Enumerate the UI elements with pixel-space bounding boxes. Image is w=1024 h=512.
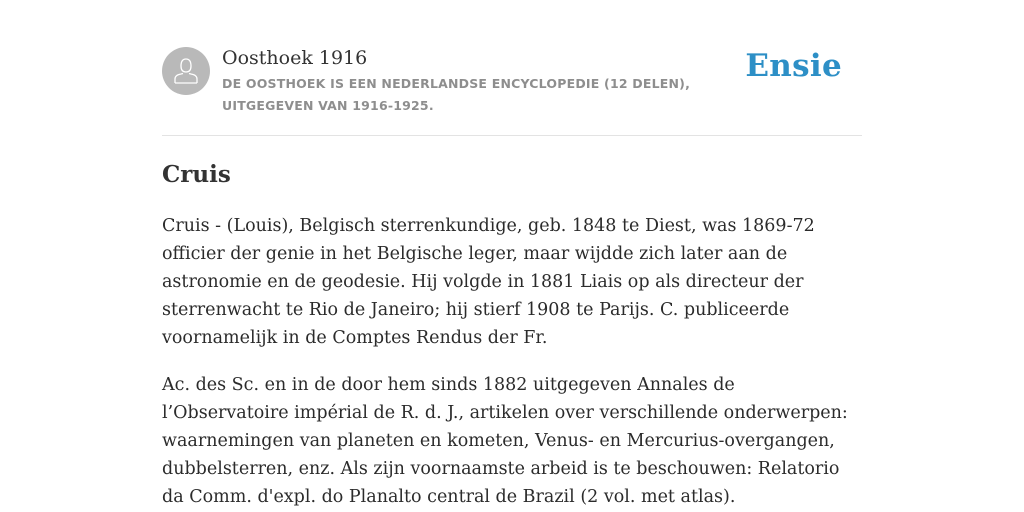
article-body — [162, 212, 862, 512]
article-paragraph: Cruis - (Louis), Belgisch sterrenkundige, geb. 1848 te Diest, was 1869-72 officier der genie in het Belgische leger, maar wijdde zich later aan de astronomie en de geodesie. Hij volgde in 1881 Liais op als directeur der sterrenwacht te Rio de Janeiro; hij stierf 1908 te Parijs. C. publiceerde voornamelijk in de Comptes Rendus der Fr. — [162, 216, 815, 348]
source-header — [162, 46, 862, 136]
source-avatar[interactable] — [162, 47, 210, 95]
source-name[interactable]: Oosthoek 1916 — [222, 47, 368, 69]
article-title: Cruis — [162, 161, 231, 188]
source-description: DE OOSTHOEK IS EEN NEDERLANDSE ENCYCLOPEDIE (12 DELEN), UITGEGEVEN VAN 1916-1925. — [222, 76, 691, 113]
article-paragraph: Ac. des Sc. en in de door hem sinds 1882 uitgegeven Annales de l’Observatoire impérial de R. d. J., artikelen over verschillende onderwerpen: waarnemingen van planeten en kometen, Venus- en Mercurius-overgangen, dubbelsterren, enz. Als zijn voornaamste arbeid is te beschouwen: Relatorio da Comm. d'expl. do Planalto central de Brazil (2 vol. met atlas). — [162, 375, 848, 507]
user-icon — [171, 56, 201, 86]
ensie-logo[interactable]: Ensie — [745, 48, 842, 84]
